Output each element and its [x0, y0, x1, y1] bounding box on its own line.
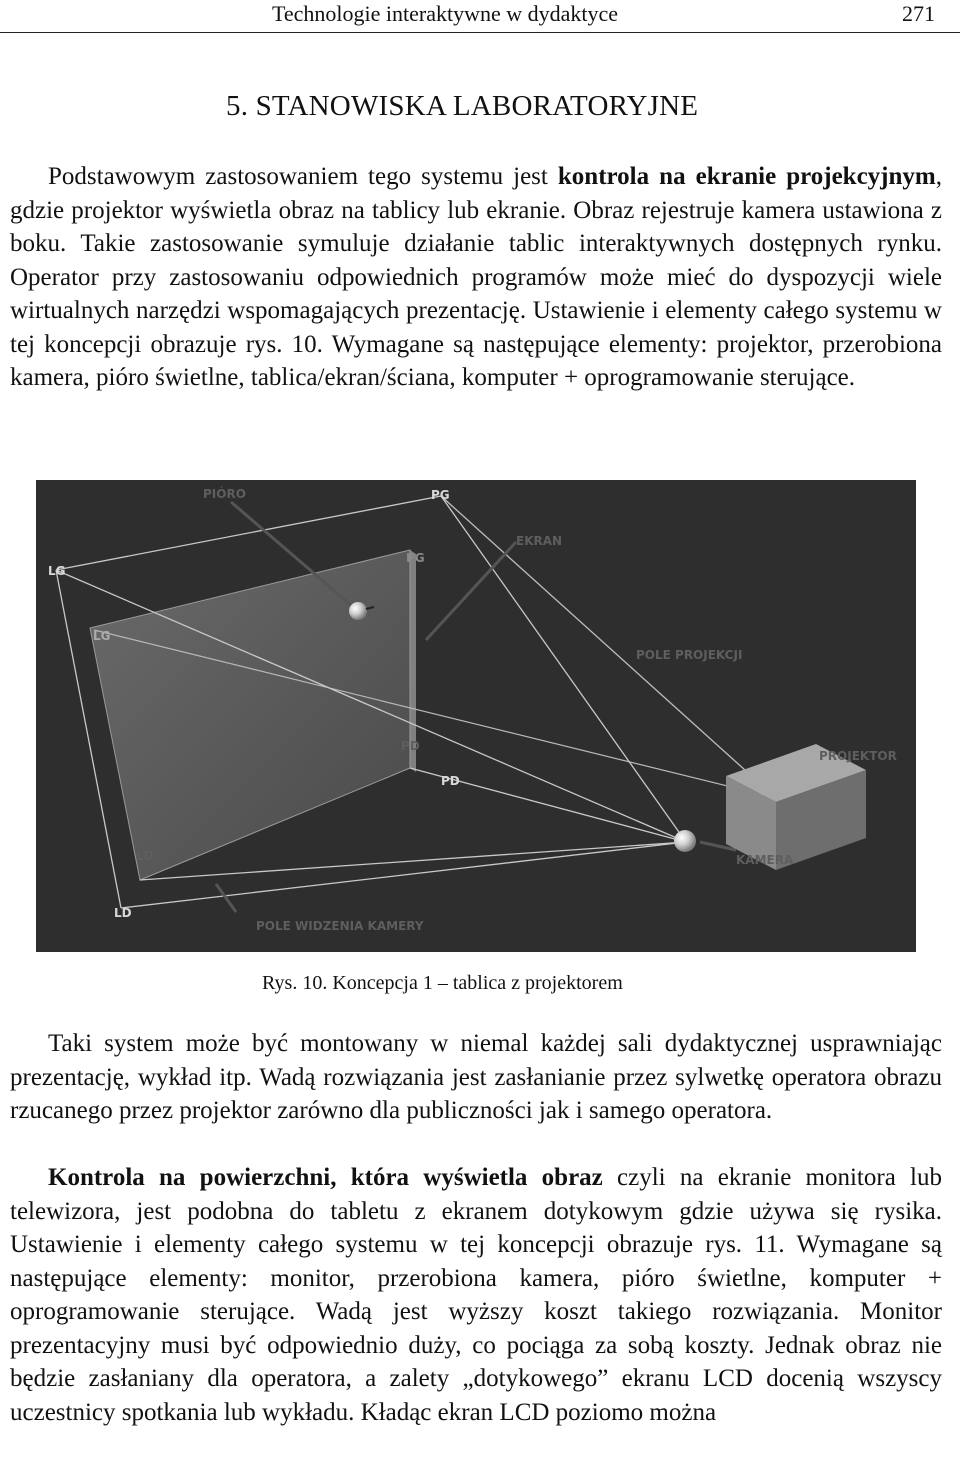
label-pioro: PIÓRO: [203, 487, 246, 501]
text-run: Podstawowym zastosowaniem tego systemu jest: [48, 163, 558, 190]
header-title: Technologie interaktywne w dydaktyce: [272, 1, 619, 26]
paragraph-2: [10, 1027, 942, 1128]
figure-diagram: [36, 480, 916, 952]
running-header: [0, 0, 960, 33]
label-kamera: KAMERA: [736, 853, 794, 867]
label-pg-inner: PG: [406, 551, 425, 565]
page-number: 271: [902, 1, 935, 26]
paragraph-1: [10, 160, 942, 395]
label-lg-left: LG: [48, 564, 66, 578]
label-projektor: PROJEKTOR: [819, 749, 897, 763]
label-pd-bottom: PD: [441, 774, 460, 788]
section-title: 5. STANOWISKA LABORATORYJNE: [226, 90, 699, 122]
camera-ball: [674, 830, 696, 852]
text-run: Taki system może być montowany w niemal każdej sali dydaktycznej usprawniając prezentację, wykład itp. Wadą rozwiązania jest zasłanianie przez sylwetkę operatora obrazu rzucanego przez projektor zarówno dla publiczności jak i samego operatora.: [10, 1030, 942, 1124]
bold-phrase: Kontrola na powierzchni, która wyświetla obraz: [48, 1164, 603, 1191]
label-pg-top: PG: [431, 488, 450, 502]
label-pd-inner: PD: [401, 739, 420, 753]
label-ld-inner: LD: [136, 849, 154, 863]
bold-phrase: kontrola na ekranie projekcyjnym: [557, 163, 936, 190]
board: [90, 550, 410, 880]
label-ld-bottom: LD: [114, 906, 132, 920]
label-ekran: EKRAN: [516, 534, 563, 548]
paragraph-3: [10, 1161, 942, 1429]
label-pole-projekcji: POLE PROJEKCJI: [636, 648, 743, 662]
concept-diagram: [36, 480, 916, 952]
pen-ball: [349, 602, 367, 620]
figure-caption: Rys. 10. Koncepcja 1 – tablica z projektorem: [262, 972, 623, 994]
text-run: czyli na ekranie monitora lub telewizora, jest podobna do tabletu z ekranem dotykowym gdzie używa się rysika. Ustawienie i elementy całego systemu w tej koncepcji obrazuje rys. 11. Wymagane są następujące elementy: monitor, przerobiona kamera, pióro świetlne, komputer + oprogramowanie sterujące. Wadą jest wyższy koszt takiego rozwiązania. Monitor prezentacyjny musi być odpowiednio duży, co pociąga za sobą koszty. Jednak obraz nie będzie zasłaniany dla operatora, a zalety „dotykowego” ekranu LCD docenią wszyscy uczestnicy spotkania lub wykładu. Kładąc ekran LCD poziomo można: [10, 1164, 942, 1426]
label-lg-inner: LG: [93, 629, 111, 643]
text-run: , gdzie projektor wyświetla obraz na tablicy lub ekranie. Obraz rejestruje kamera ustawiona z boku. Takie zastosowanie symuluje działanie tablic interaktywnych dostępnych rynku. Operator przy zastosowaniu odpowiednich programów może mieć do dyspozycji wiele wirtualnych narzędzi wspomagających prezentację. Ustawienie i elementy całego systemu w tej koncepcji obrazuje rys. 10. Wymagane są następujące elementy: projektor, przerobiona kamera, pióro świetlne, tablica/ekran/ściana, komputer + oprogramowanie sterujące.: [10, 163, 942, 391]
label-pole-widzenia: POLE WIDZENIA KAMERY: [256, 919, 424, 933]
